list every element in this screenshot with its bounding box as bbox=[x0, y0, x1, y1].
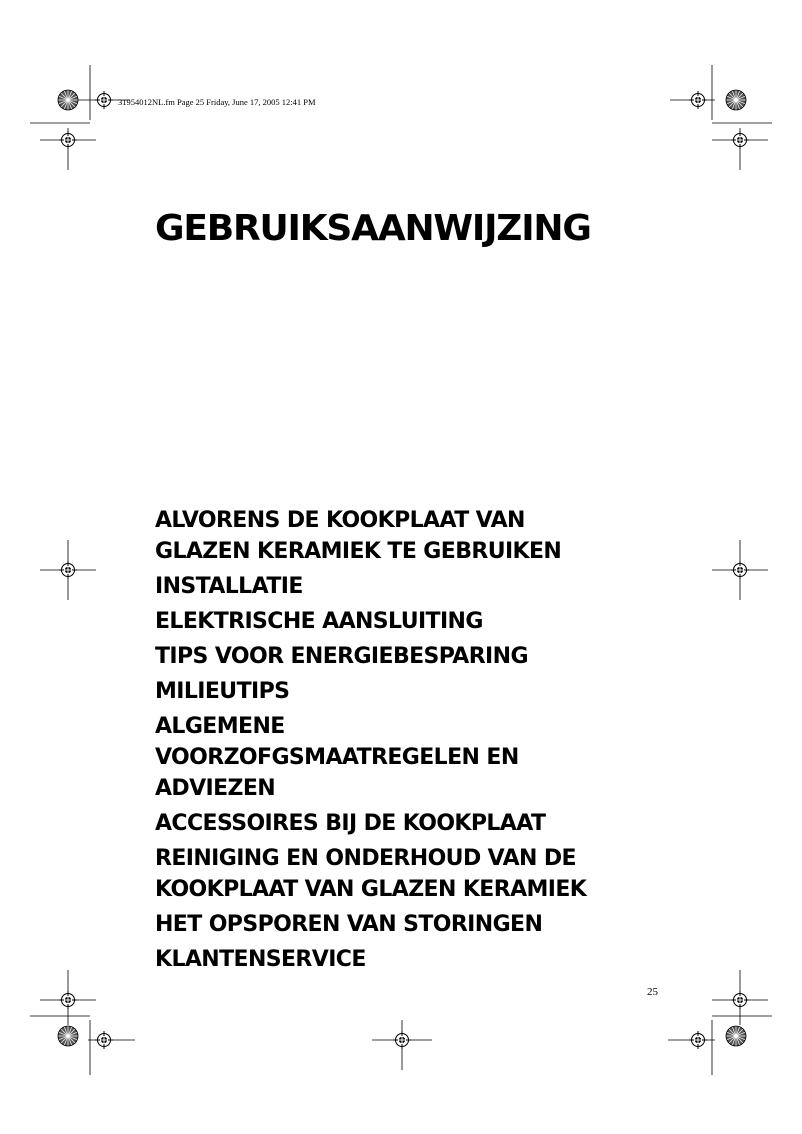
toc-item-line: ACCESSOIRES BIJ DE KOOKPLAAT bbox=[155, 811, 546, 836]
toc-item-line: HET OPSPOREN VAN STORINGEN bbox=[155, 912, 543, 937]
toc-item-line: ADVIEZEN bbox=[155, 776, 276, 801]
toc-item bbox=[155, 944, 586, 975]
toc-item bbox=[155, 571, 586, 602]
toc-item bbox=[155, 843, 586, 905]
file-info-header: 31954012NL.fm Page 25 Friday, June 17, 2005 12:41 PM bbox=[118, 97, 316, 107]
page-title: GEBRUIKSAANWIJZING bbox=[155, 208, 591, 249]
toc-item-line: VOORZOFGSMAATREGELEN EN bbox=[155, 745, 519, 770]
toc-item-line: KOOKPLAAT VAN GLAZEN KERAMIEK bbox=[155, 877, 587, 902]
toc-item-line: MILIEUTIPS bbox=[155, 679, 290, 704]
toc-item bbox=[155, 606, 586, 637]
toc-item-line: TIPS VOOR ENERGIEBESPARING bbox=[155, 644, 528, 669]
toc-item-line: KLANTENSERVICE bbox=[155, 947, 366, 972]
toc-item-line: REINIGING EN ONDERHOUD VAN DE bbox=[155, 846, 576, 871]
toc-item bbox=[155, 711, 586, 804]
toc-item bbox=[155, 676, 586, 707]
toc-item bbox=[155, 808, 586, 839]
toc-item bbox=[155, 909, 586, 940]
toc-item-line: ALVORENS DE KOOKPLAAT VAN bbox=[155, 508, 525, 533]
table-of-contents bbox=[155, 505, 586, 979]
toc-item bbox=[155, 505, 586, 567]
toc-item-line: GLAZEN KERAMIEK TE GEBRUIKEN bbox=[155, 539, 562, 564]
page-number: 25 bbox=[647, 986, 658, 998]
toc-item bbox=[155, 641, 586, 672]
toc-item-line: INSTALLATIE bbox=[155, 574, 303, 599]
toc-item-line: ALGEMENE bbox=[155, 714, 285, 739]
toc-item-line: ELEKTRISCHE AANSLUITING bbox=[155, 609, 483, 634]
